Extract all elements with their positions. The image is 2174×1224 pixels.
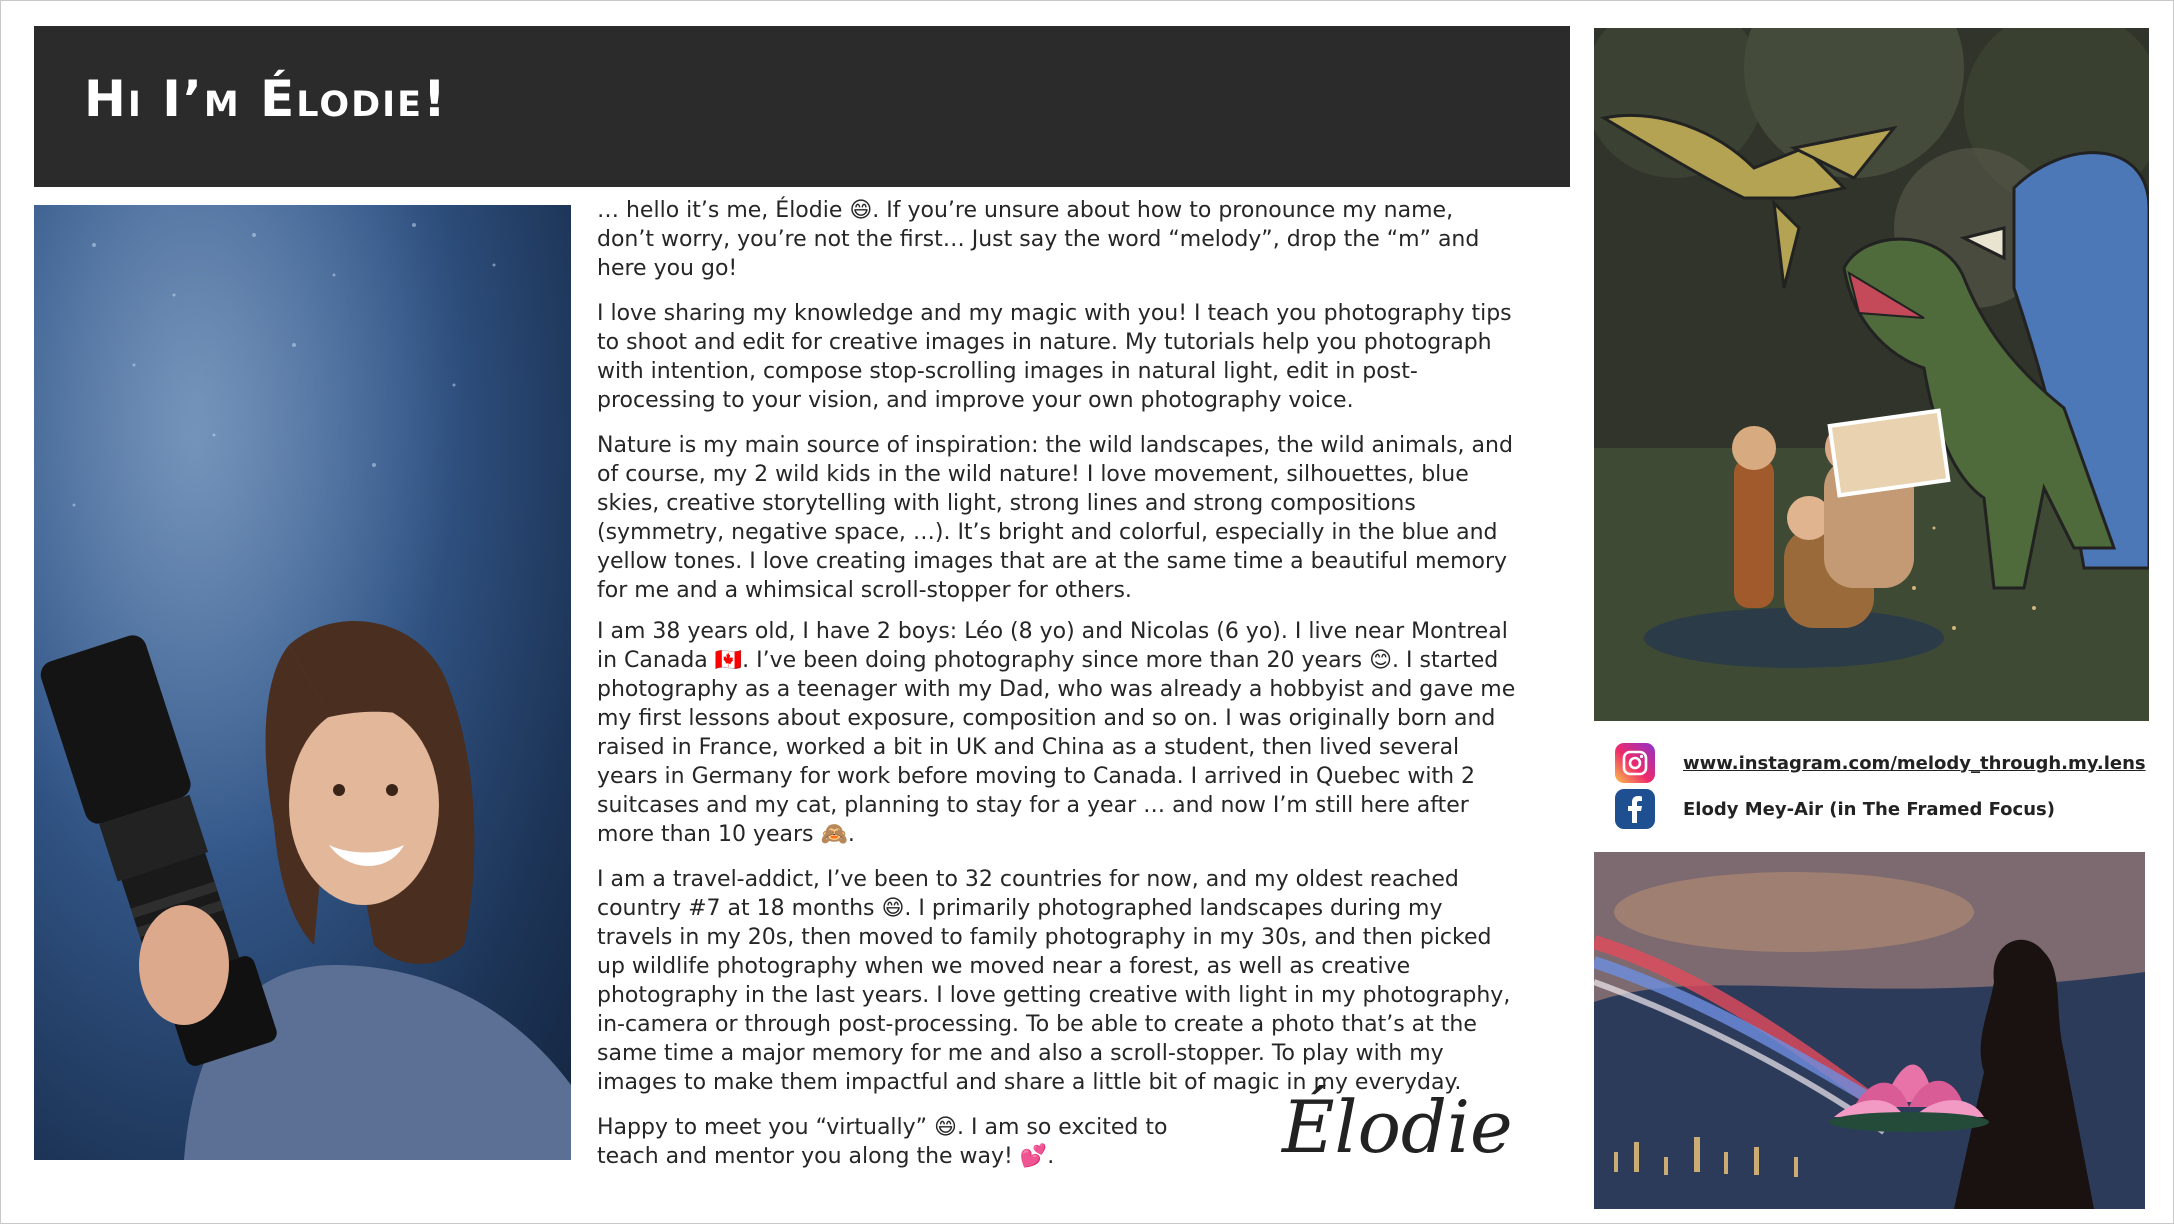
family-dinosaur-photo — [1594, 28, 2149, 721]
bio-paragraph-2: I love sharing my knowledge and my magic with you! I teach you photography tips to shoot and edit for creative images in nature. My tutorials help you photograph with intention, compose stop-scrolling images in natural light, edit in post-processing to your vision, and improve your own photography voice. — [597, 301, 1512, 413]
bio-paragraph-1: … hello it’s me, Élodie 😄. If you’re unsure about how to pronounce my name, don’t worry, you’re not the first… Just say the word “melody”, drop the “m” and here you go! — [597, 198, 1480, 281]
instagram-icon[interactable] — [1615, 743, 1655, 783]
bio-text — [597, 196, 1517, 1187]
lotus-illustration — [1594, 852, 2145, 1209]
bio-paragraph-4: I am 38 years old, I have 2 boys: Léo (8 yo) and Nicolas (6 yo). I live near Montreal in Canada 🇨🇦. I’ve been doing photography since more than 20 years 😊. I started photography as a teenager with my Dad, who was already a hobbyist and gave me my first lessons about exposure, composition and so on. I was originally born and raised in France, worked a bit in UK and China as a student, then lived several years in Germany for work before moving to Canada. I arrived in Quebec with 2 suitcases and my cat, planning to stay for a year … and now I’m still here after more than 10 years 🙈. — [597, 619, 1516, 847]
facebook-row[interactable] — [1615, 787, 2055, 831]
facebook-name[interactable]: Elody Mey-Air (in The Framed Focus) — [1683, 798, 2055, 820]
portrait-illustration — [34, 205, 571, 1160]
lotus-city-photo — [1594, 852, 2145, 1209]
instagram-row[interactable] — [1615, 741, 2146, 785]
bio-paragraph-5: I am a travel-addict, I’ve been to 32 countries for now, and my oldest reached country #7 at 18 months 😄. I primarily photographed landscapes during my travels in my 20s, then moved to family photography in my 30s, and then picked up wildlife photography when we moved near a forest, as well as creative photography in the last years. I love getting creative with light in my photography, in-camera or through post-processing. To be able to create a photo that’s at the same time a major memory for me and also a scroll-stopper. To play with my images to make them impactful and share a little bit of magic in my everyday. — [597, 867, 1511, 1095]
title-banner — [34, 26, 1570, 187]
facebook-icon[interactable] — [1615, 789, 1655, 829]
page-title: Hi I’m Élodie! — [84, 70, 448, 128]
portrait-photo — [34, 205, 571, 1160]
bio-paragraph-6: Happy to meet you “virtually” 😄. I am so excited to teach and mentor you along the way! 💕. — [597, 1115, 1168, 1169]
dinosaur-illustration — [1594, 28, 2149, 721]
signature: Élodie — [1282, 1085, 1513, 1169]
instagram-link[interactable]: www.instagram.com/melody_through.my.lens — [1683, 752, 2146, 774]
bio-paragraph-3: Nature is my main source of inspiration: the wild landscapes, the wild animals, and of course, my 2 wild kids in the wild nature! I love movement, silhouettes, blue skies, creative storytelling with light, strong lines and strong compositions (symmetry, negative space, …). It’s bright and colorful, especially in the blue and yellow tones. I love creating images that are at the same time a beautiful memory for me and a whimsical scroll-stopper for others. — [597, 433, 1513, 603]
